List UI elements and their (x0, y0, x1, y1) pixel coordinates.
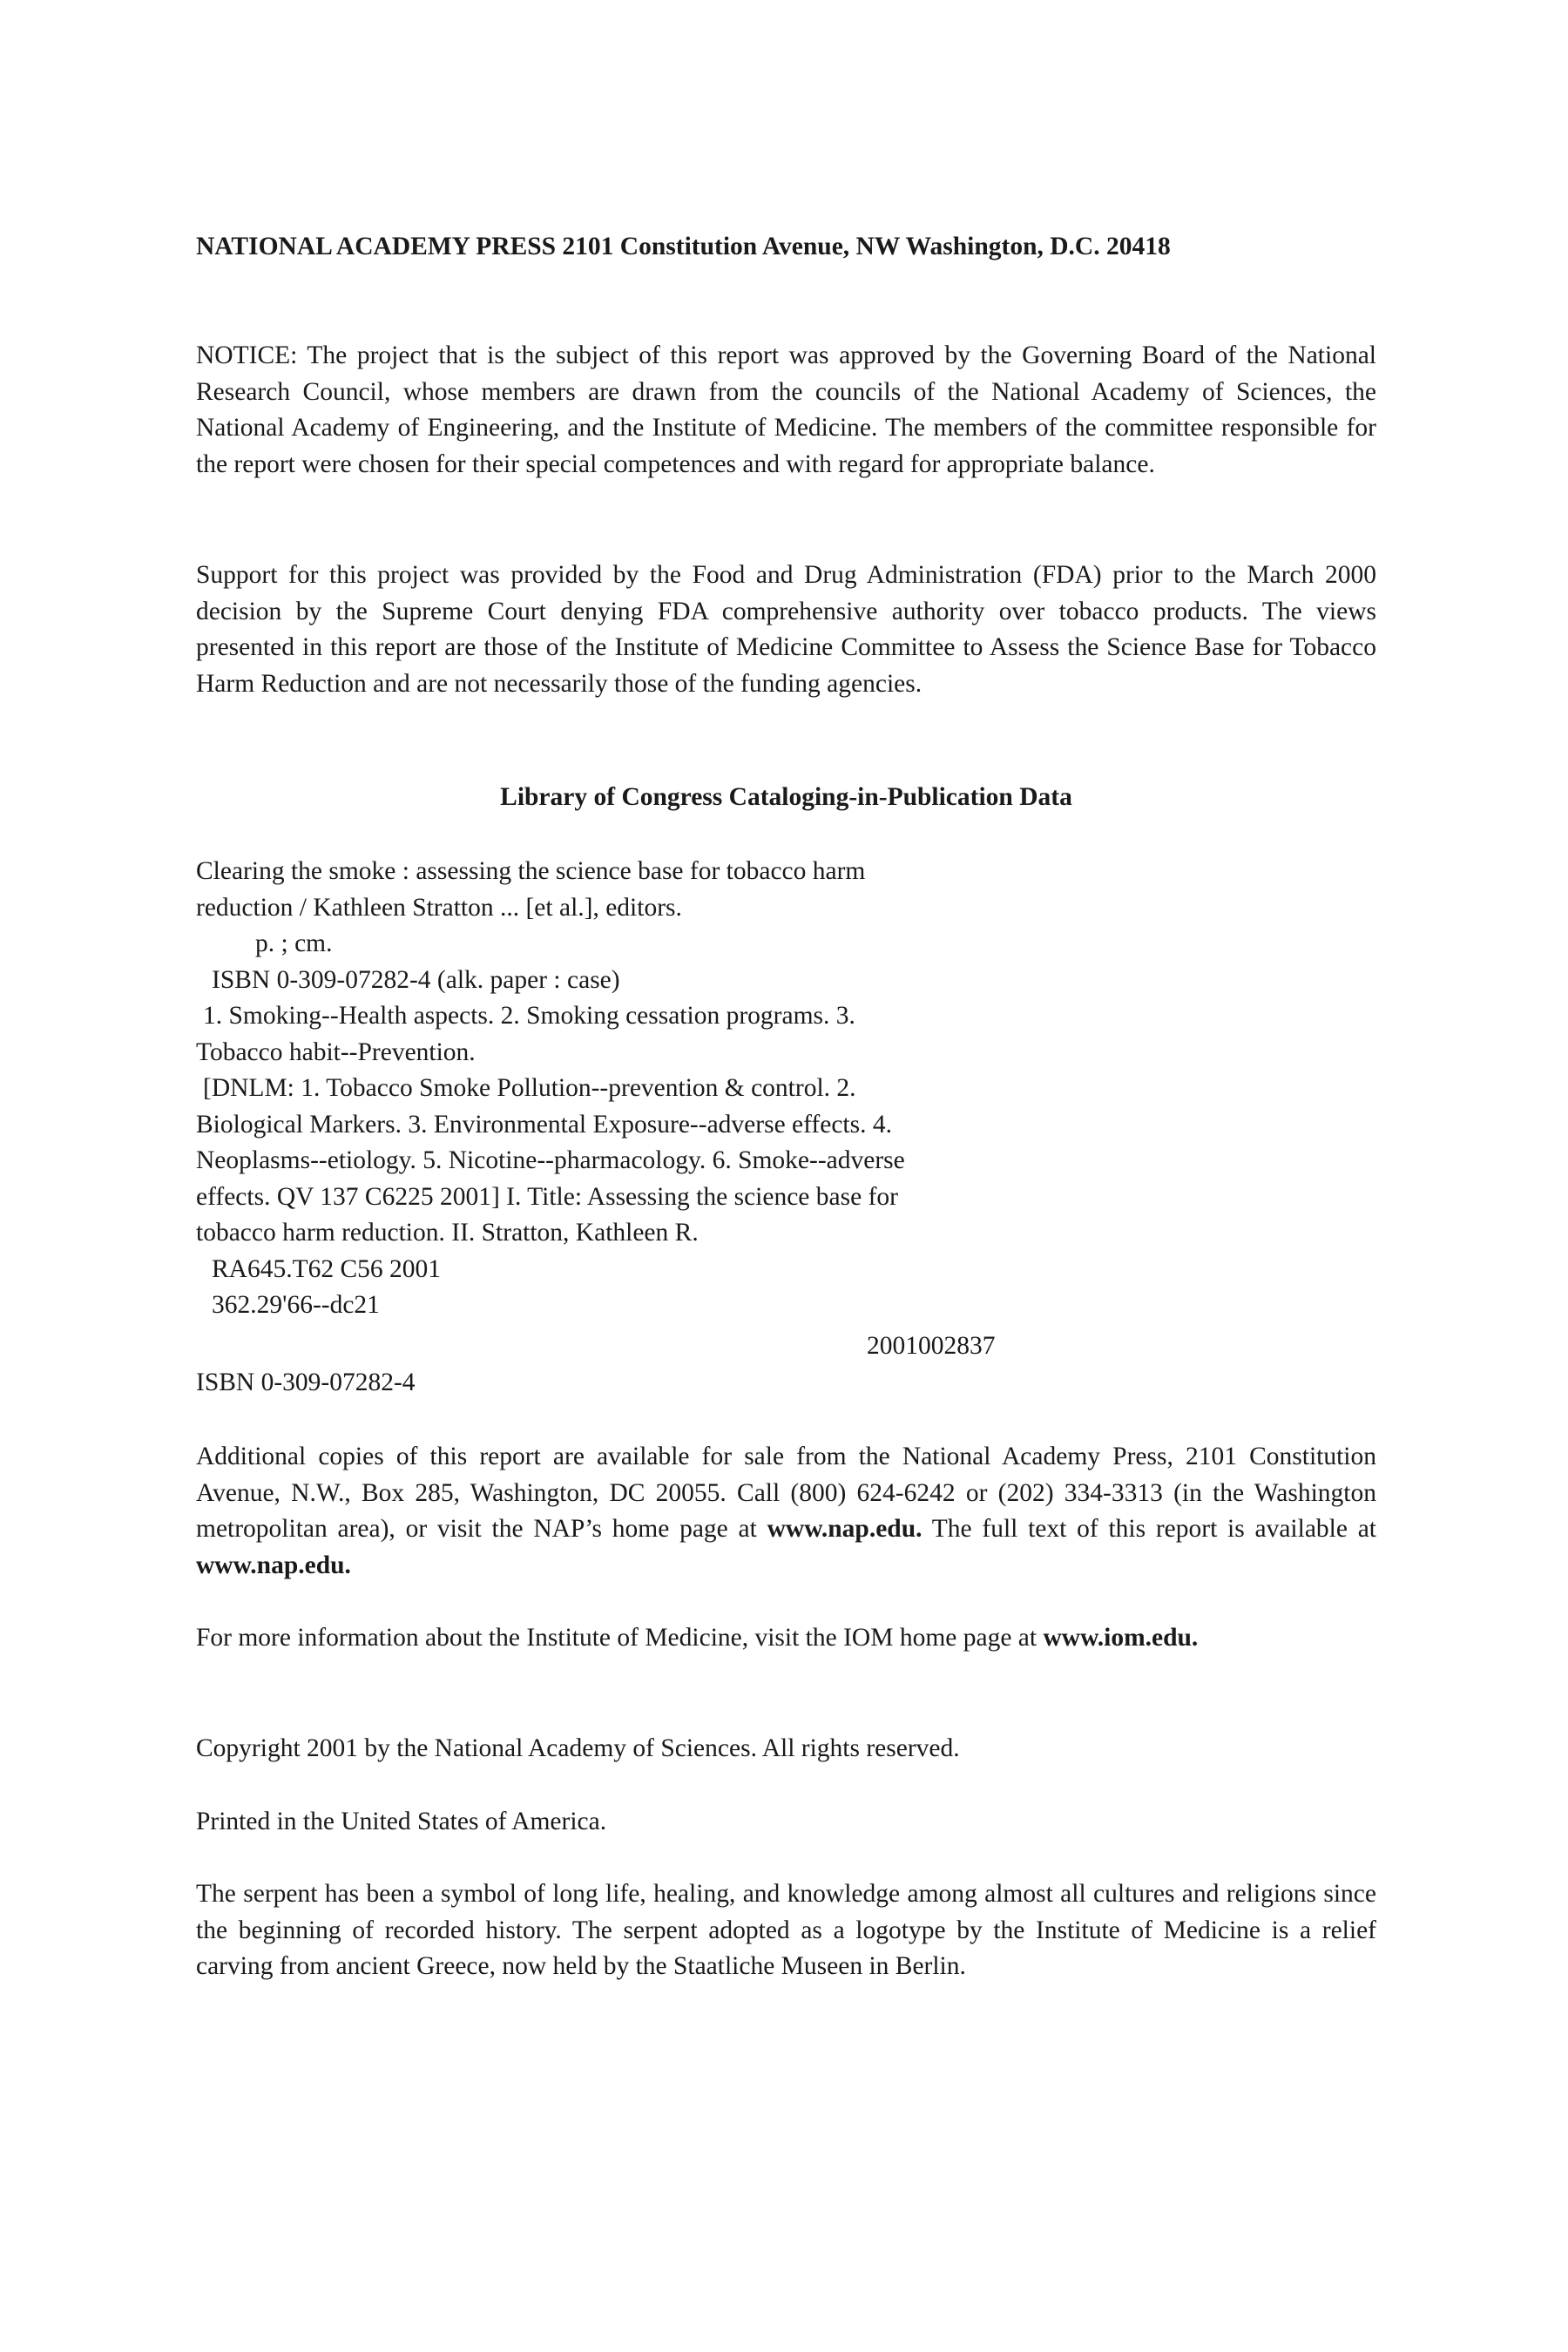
notice-paragraph (196, 338, 1376, 483)
isbn-line: ISBN 0-309-07282-4 (196, 1369, 416, 1396)
lccn-number: 2001002837 (867, 1332, 996, 1360)
support-text: Support for this project was provided by the Food and Drug Administration (FDA) prior to the March 2000 decision by the Supreme Court denying FDA comprehensive authority over tobacco products. The views presented in this report are those of the Institute of Medicine Committee to Assess the Science Base for Tobacco Harm Reduction and are not necessarily those of the funding agencies. (196, 561, 1376, 698)
nap-link-2[interactable]: www.nap.edu. (196, 1551, 351, 1579)
cip-line: ISBN 0-309-07282-4 (alk. paper : case) (212, 965, 620, 994)
iom-text (196, 1620, 1376, 1657)
cip-line: Tobacco habit--Prevention. (196, 1037, 476, 1066)
cip-line: Biological Markers. 3. Environmental Exposure--adverse effects. 4. (196, 1110, 892, 1139)
cip-line: Clearing the smoke : assessing the science base for tobacco harm (196, 857, 866, 885)
cip-line: effects. QV 137 C6225 2001] I. Title: Assessing the science base for (196, 1182, 898, 1211)
printed-line: Printed in the United States of America. (196, 1808, 607, 1835)
notice-text: NOTICE: The project that is the subject of this report was approved by the Governing Board of the National Research Council, whose members are drawn from the councils of the National Academy of Sciences, the National Academy of Engineering, and the Institute of Medicine. The members of the committee responsible for the report were chosen for their special competences and with regard for appropriate balance. (196, 341, 1376, 478)
iom-link[interactable]: www.iom.edu. (1043, 1624, 1199, 1652)
cip-line: p. ; cm. (255, 929, 333, 957)
copies-text (196, 1439, 1376, 1584)
cip-line: RA645.T62 C56 2001 (212, 1254, 442, 1283)
cip-heading: Library of Congress Cataloging-in-Publication Data (500, 783, 1072, 811)
copyright-line: Copyright 2001 by the National Academy of Sciences. All rights reserved. (196, 1734, 960, 1762)
cip-line: tobacco harm reduction. II. Stratton, Kathleen R. (196, 1219, 699, 1247)
serpent-paragraph (196, 1876, 1376, 1985)
cip-record (196, 854, 1154, 1324)
copies-text-1: Additional copies of this report are available for sale from the National Academy Press, 2101 Constitution Avenue, N.W., Box 285, Washington, DC 20055. Call (800) 624-6242 or (202) 334-3313 (in the Washington metropolitan area), or visit the NAP’s home page at (196, 1443, 1376, 1543)
cip-line: reduction / Kathleen Stratton ... [et al.], editors. (196, 893, 682, 922)
serpent-text: The serpent has been a symbol of long life, healing, and knowledge among almost all cultures and religions since the beginning of recorded history. The serpent adopted as a logotype by the Institute of Medicine is a relief carving from ancient Greece, now held by the Staatliche Museen in Berlin. (196, 1880, 1376, 1980)
iom-text-body: For more information about the Institute of Medicine, visit the IOM home page at (196, 1624, 1044, 1652)
publisher-header: NATIONAL ACADEMY PRESS 2101 Constitution Avenue, NW Washington, D.C. 20418 (196, 233, 1171, 260)
support-paragraph (196, 558, 1376, 702)
cip-line: 1. Smoking--Health aspects. 2. Smoking cessation programs. 3. (203, 1002, 855, 1030)
cip-line: Neoplasms--etiology. 5. Nicotine--pharmacology. 6. Smoke--adverse (196, 1146, 905, 1174)
iom-paragraph (196, 1620, 1376, 1657)
cip-line: [DNLM: 1. Tobacco Smoke Pollution--prevention & control. 2. (203, 1074, 856, 1102)
nap-link[interactable]: www.nap.edu. (767, 1515, 923, 1543)
copies-text-2: The full text of this report is available at (922, 1515, 1377, 1543)
cip-line: 362.29'66--dc21 (212, 1291, 380, 1319)
copies-paragraph (196, 1439, 1376, 1584)
